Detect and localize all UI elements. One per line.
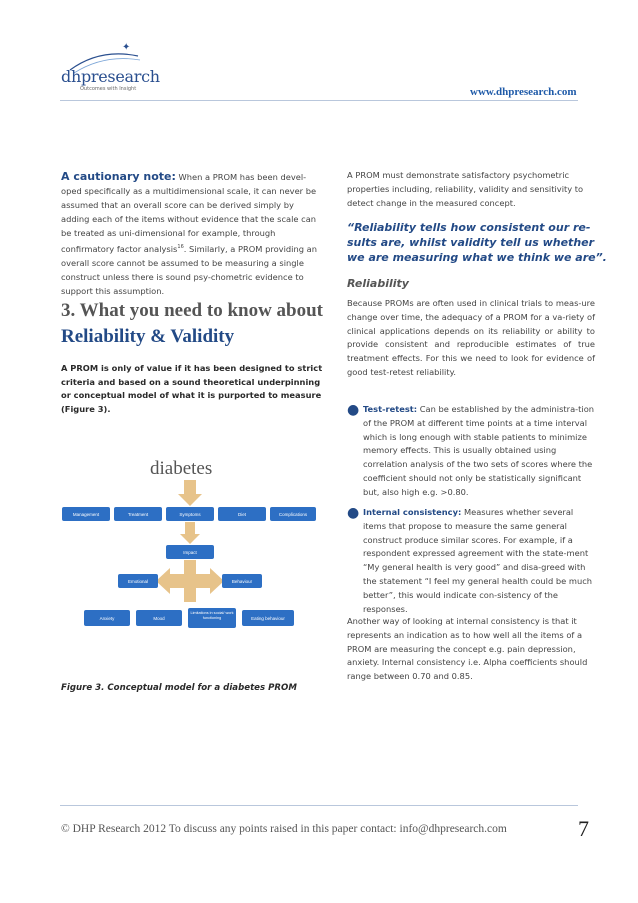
- logo-text: dhpresearch: [61, 67, 160, 86]
- bottom-box-limitations: Limitations in social/ work functioning: [190, 611, 234, 620]
- header-divider: [60, 100, 578, 101]
- mid-box-behaviour: Behaviour: [231, 579, 253, 584]
- page-number: 7: [578, 816, 589, 841]
- top-box-management: Management: [72, 512, 100, 517]
- arrow-down-top: [178, 480, 202, 506]
- section-title: [61, 298, 331, 350]
- bullet-test-retest: [363, 403, 595, 500]
- bullet-dot-icon: ●: [347, 505, 360, 521]
- bottom-box-anxiety: Anxiety: [99, 616, 115, 621]
- bullet-text: Can be established by the administra-tion of the PROM at different time points at a time interval which is long enough with stable patients to minimize memory effects. This is usually obtained using correlation analysis of the two sets of scores where the coefficient should not only be statistically significant but, also high e.g. >0.80.: [363, 404, 595, 497]
- arrow-down-impact: [180, 522, 200, 544]
- top-box-symptoms: Symptoms: [179, 512, 201, 517]
- site-url[interactable]: www.dhpresearch.com: [470, 86, 577, 98]
- bullet-internal-consistency: [363, 506, 595, 616]
- bullet-text: Measures whether several items that propose to measure the same general construct produce similar scores. For example, if a respondent expressed agreement with the state-ment “My general health is very good” and disa-greed with the statement “I feel my general health could be much better”, this would indicate con-sistency of the responses.: [363, 507, 593, 614]
- top-box-diet: Diet: [237, 512, 247, 517]
- bottom-box-mood: Mood: [153, 616, 165, 621]
- top-row: [62, 507, 316, 521]
- mid-box-emotional: Emotional: [127, 579, 149, 584]
- figure-caption: Figure 3. Conceptual model for a diabetes PROM: [61, 683, 297, 693]
- lead-paragraph: A PROM is only of value if it has been designed to strict criteria and based on a sound theoretical underpinning or conceptual model of what it is purported to measure (Figure 3).: [61, 363, 323, 414]
- closing-paragraph: Another way of looking at internal consistency is that it represents an indication as to how well all the items of a PROM are measuring the concept e.g. pain depression, anxiety. Internal consistency i.e. Alpha coefficients should range between 0.70 and 0.85.: [347, 616, 588, 682]
- top-box-treatment: Treatment: [127, 512, 149, 517]
- bullet-dot-icon: ●: [347, 402, 360, 418]
- section-title-prefix: 3. What you need to know about: [61, 300, 324, 321]
- pull-quote: “Reliability tells how consistent our re-sults are, whilst validity tell us whether we are measuring what we think we are”.: [347, 221, 607, 264]
- section-title-highlight: Reliability & Validity: [61, 326, 235, 347]
- cautionary-note: [61, 170, 323, 298]
- top-box-complications: Complications: [278, 512, 308, 517]
- logo-tagline: Outcomes with Insight: [80, 86, 137, 92]
- reference-marker: 16: [177, 244, 184, 250]
- footer-divider: [60, 805, 578, 806]
- footer-text: © DHP Research 2012 To discuss any points raised in this paper contact: info@dhpresearch.com: [61, 823, 507, 835]
- impact-box: Impact: [183, 550, 197, 555]
- bullet-term: Internal consistency:: [363, 507, 462, 517]
- cautionary-note-body: When a PROM has been devel-oped specifically as a multidimensional scale, it can never be assumed that an overall score can be derived simply by adding each of the items without evidence that the scale can be treated as uni-dimensional for example, through confirmatory factor analysis: [61, 172, 317, 254]
- diabetes-model-diagram: [60, 450, 318, 630]
- reliability-heading: Reliability: [347, 277, 409, 290]
- bullet-term: Test-retest:: [363, 404, 418, 414]
- cautionary-note-heading: A cautionary note:: [61, 170, 176, 183]
- diagram-title: diabetes: [150, 458, 213, 479]
- cautionary-note-body-2: . Similarly, a PROM providing an overall score cannot be assumed to be measuring a single construct unless there is sound psy-chometric evidence to support this assumption.: [61, 243, 317, 296]
- bottom-box-eating: Eating behaviour: [251, 616, 285, 621]
- intro-paragraph: A PROM must demonstrate satisfactory psychometric properties including, reliability, validity and sensitivity to detect change in the measured concept.: [347, 170, 584, 208]
- reliability-paragraph: Because PROMs are often used in clinical trials to meas-ure change over time, the adequacy of a PROM for a va-riety of clinical applications depends on its reliability or ability to provide consistent and reproducible estimates of true treatment effects. For this we need to look for evidence of good test-retest reliability.: [347, 298, 595, 377]
- cross-arrows: [156, 560, 224, 602]
- svg-text:✦: ✦: [122, 42, 131, 53]
